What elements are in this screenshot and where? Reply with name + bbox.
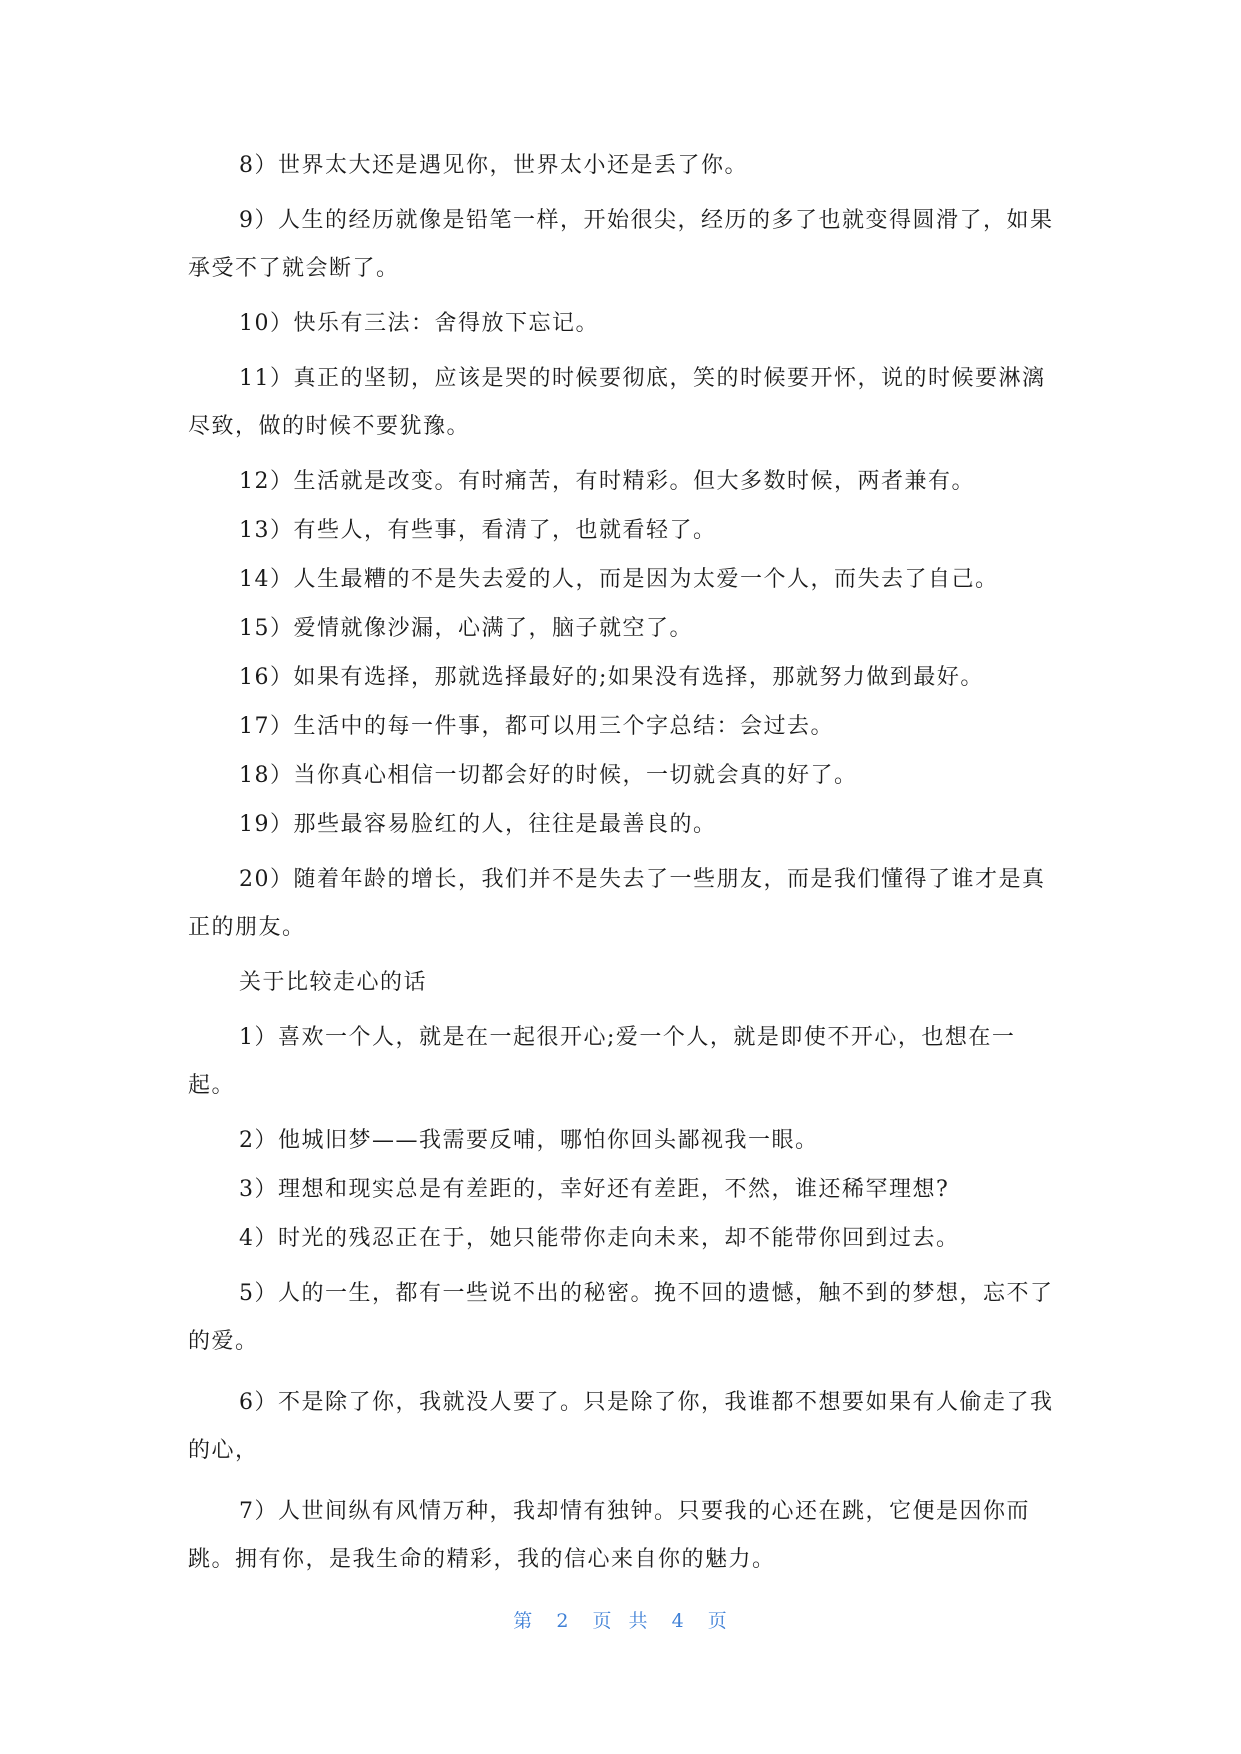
paragraph-quote-19: 19）那些最容易脸红的人，往往是最善良的。 (239, 812, 717, 837)
paragraph-quote-15: 15）爱情就像沙漏，心满了，脑子就空了。 (239, 616, 693, 641)
paragraph-heart-3: 3）理想和现实总是有差距的，幸好还有差距，不然，谁还稀罕理想? (239, 1177, 950, 1202)
paragraph-quote-13: 13）有些人，有些事，看清了，也就看轻了。 (239, 518, 717, 543)
paragraph-quote-17: 17）生活中的每一件事，都可以用三个字总结：会过去。 (239, 714, 834, 739)
section-heading: 关于比较走心的话 (239, 970, 428, 995)
footer-gong: 共 (628, 1610, 649, 1632)
page-footer (0, 1606, 1241, 1633)
paragraph-quote-11: 11）真正的坚韧，应该是哭的时候要彻底，笑的时候要开怀，说的时候要淋漓尽致，做的时候不要犹豫。 (188, 366, 1046, 439)
paragraph-heart-6: 6）不是除了你，我就没人要了。只是除了你，我谁都不想要如果有人偷走了我的心， (188, 1390, 1054, 1463)
paragraph-quote-9: 9）人生的经历就像是铅笔一样，开始很尖，经历的多了也就变得圆滑了，如果承受不了就会断了。 (188, 208, 1054, 281)
footer-total-pages: 4 (671, 1610, 685, 1632)
paragraph-quote-14: 14）人生最糟的不是失去爱的人，而是因为太爱一个人，而失去了自己。 (239, 567, 999, 592)
paragraph-heart-5: 5）人的一生，都有一些说不出的秘密。挽不回的遗憾，触不到的梦想，忘不了的爱。 (188, 1281, 1054, 1354)
footer-current-page: 2 (556, 1610, 570, 1632)
paragraph-heart-4: 4）时光的残忍正在于，她只能带你走向未来，却不能带你回到过去。 (239, 1226, 960, 1251)
paragraph-quote-8: 8）世界太大还是遇见你，世界太小还是丢了你。 (239, 153, 748, 178)
footer-ye-end: 页 (707, 1610, 728, 1632)
paragraph-quote-12: 12）生活就是改变。有时痛苦，有时精彩。但大多数时候，两者兼有。 (239, 469, 975, 494)
paragraph-heart-2: 2）他城旧梦——我需要反哺，哪怕你回头鄙视我一眼。 (239, 1128, 819, 1153)
paragraph-quote-16: 16）如果有选择，那就选择最好的;如果没有选择，那就努力做到最好。 (239, 665, 984, 690)
paragraph-quote-18: 18）当你真心相信一切都会好的时候，一切就会真的好了。 (239, 763, 858, 788)
document-body (188, 148, 1058, 1597)
paragraph-quote-20: 20）随着年龄的增长，我们并不是失去了一些朋友，而是我们懂得了谁才是真正的朋友。 (188, 867, 1046, 940)
footer-ye: 页 (592, 1610, 613, 1632)
paragraph-heart-7: 7）人世间纵有风情万种，我却情有独钟。只要我的心还在跳，它便是因你而跳。拥有你，是我生命的精彩，我的信心来自你的魅力。 (188, 1499, 1030, 1572)
paragraph-heart-1: 1）喜欢一个人，就是在一起很开心;爱一个人，就是即使不开心，也想在一起。 (188, 1025, 1016, 1098)
footer-di: 第 (513, 1610, 534, 1632)
paragraph-quote-10: 10）快乐有三法：舍得放下忘记。 (239, 311, 599, 336)
